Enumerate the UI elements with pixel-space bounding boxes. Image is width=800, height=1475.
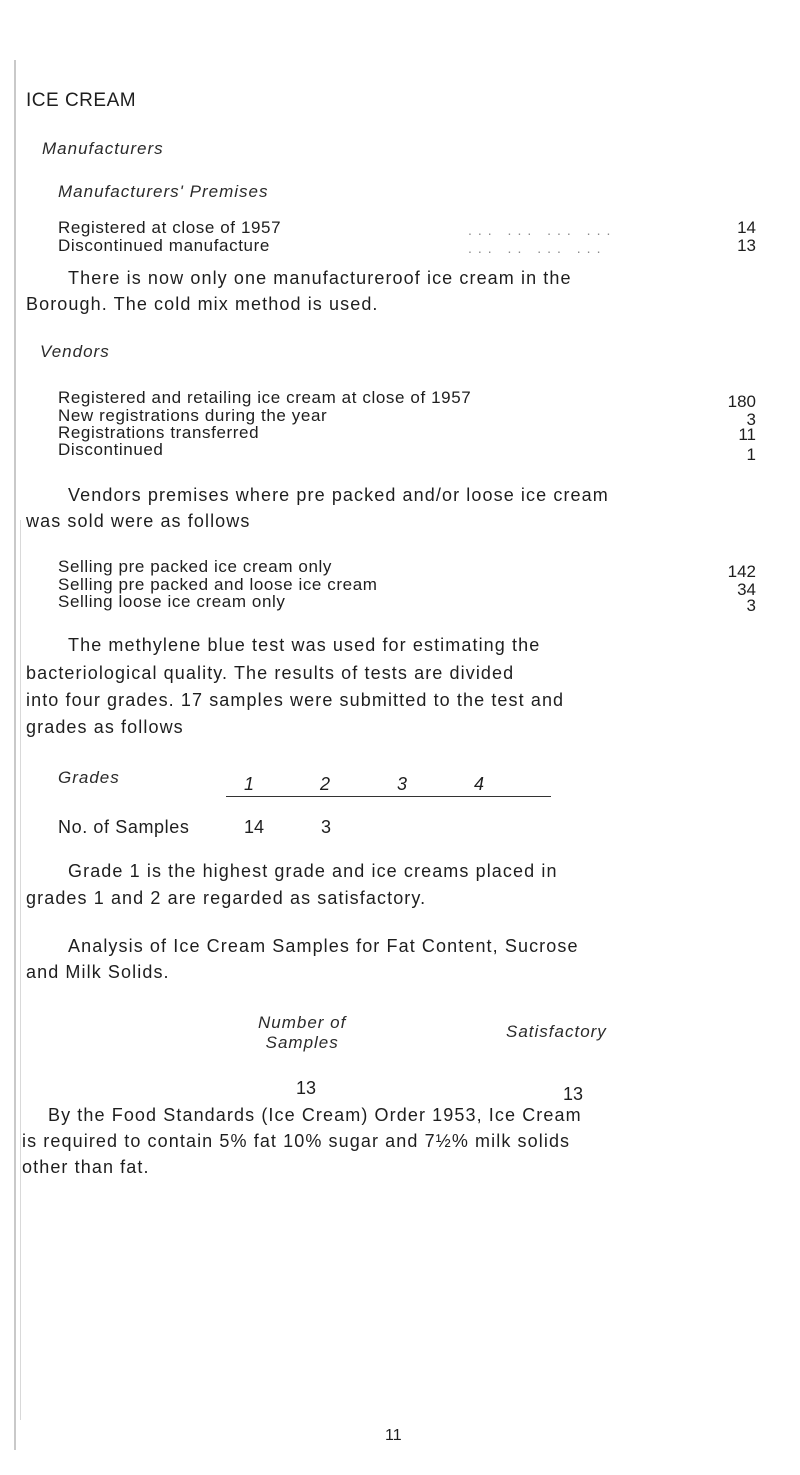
scan-edge <box>14 60 16 1450</box>
vendors-row-value: 180 <box>727 392 756 411</box>
paragraph-line: into four grades. 17 samples were submitted to the test and <box>26 690 565 710</box>
selling-row-value: 34 <box>737 580 756 599</box>
registered-label: Registered at close of 1957 <box>58 218 282 237</box>
vendors-heading: Vendors <box>40 342 110 361</box>
paragraph-line: grades 1 and 2 are regarded as satisfactory. <box>26 888 427 908</box>
satisfactory-value: 13 <box>563 1084 584 1104</box>
grade-2: 2 <box>320 774 331 794</box>
manufacturers-heading: Manufacturers <box>42 139 164 158</box>
grades-rule <box>226 796 551 797</box>
leader-dots: ... .. ... ... <box>468 240 607 256</box>
paragraph-line: other than fat. <box>22 1157 150 1177</box>
vendors-row-label: Registrations transferred <box>58 423 260 442</box>
vendors-row-label: Discontinued <box>58 440 164 459</box>
discontinued-value: 13 <box>737 236 756 255</box>
paragraph-line: There is now only one manufactureroof ice cream in the <box>68 268 572 288</box>
number-of-samples-header: Number of Samples <box>258 1013 347 1052</box>
paragraph-line: Vendors premises where pre packed and/or loose ice cream <box>68 485 609 505</box>
grade-3: 3 <box>397 774 408 794</box>
selling-row-value: 142 <box>727 562 756 581</box>
leader-dots: ... ... ... ... <box>468 222 617 238</box>
selling-row-label: Selling loose ice cream only <box>58 592 286 611</box>
grade-2-count: 3 <box>321 817 332 837</box>
paragraph-line: Borough. The cold mix method is used. <box>26 294 379 314</box>
grade-1-count: 14 <box>244 817 265 837</box>
scan-edge-inner <box>20 520 21 1420</box>
paragraph-line: bacteriological quality. The results of tests are divided <box>26 663 515 683</box>
paragraph-line: The methylene blue test was used for estimating the <box>68 635 541 655</box>
vendors-row-value: 1 <box>746 445 756 464</box>
paragraph-line: By the Food Standards (Ice Cream) Order 1953, Ice Cream <box>48 1105 582 1125</box>
paragraph-line: grades as follows <box>26 717 184 737</box>
page-number: 11 <box>385 1427 402 1444</box>
paragraph-line: Grade 1 is the highest grade and ice creams placed in <box>68 861 558 881</box>
samples-label: No. of Samples <box>58 817 190 837</box>
vendors-row-label: New registrations during the year <box>58 406 328 425</box>
number-of-samples-value: 13 <box>296 1078 317 1098</box>
paragraph-line: was sold were as follows <box>26 511 251 531</box>
premises-subheading: Manufacturers' Premises <box>58 182 269 201</box>
grade-4: 4 <box>474 774 485 794</box>
grade-1: 1 <box>244 774 255 794</box>
vendors-row-label: Registered and retailing ice cream at close of 1957 <box>58 388 472 407</box>
paragraph-line: Analysis of Ice Cream Samples for Fat Content, Sucrose <box>68 936 579 956</box>
registered-value: 14 <box>737 218 756 237</box>
discontinued-label: Discontinued manufacture <box>58 236 270 255</box>
selling-row-label: Selling pre packed ice cream only <box>58 557 332 576</box>
vendors-row-value: 3 <box>746 410 756 429</box>
selling-row-value: 3 <box>746 596 756 615</box>
paragraph-line: is required to contain 5% fat 10% sugar and 7½% milk solids <box>22 1131 571 1151</box>
satisfactory-header: Satisfactory <box>506 1022 607 1041</box>
section-title: ICE CREAM <box>26 90 137 111</box>
grades-label: Grades <box>58 768 120 787</box>
selling-row-label: Selling pre packed and loose ice cream <box>58 575 378 594</box>
vendors-row-value: 11 <box>738 425 756 444</box>
paragraph-line: and Milk Solids. <box>26 962 170 982</box>
